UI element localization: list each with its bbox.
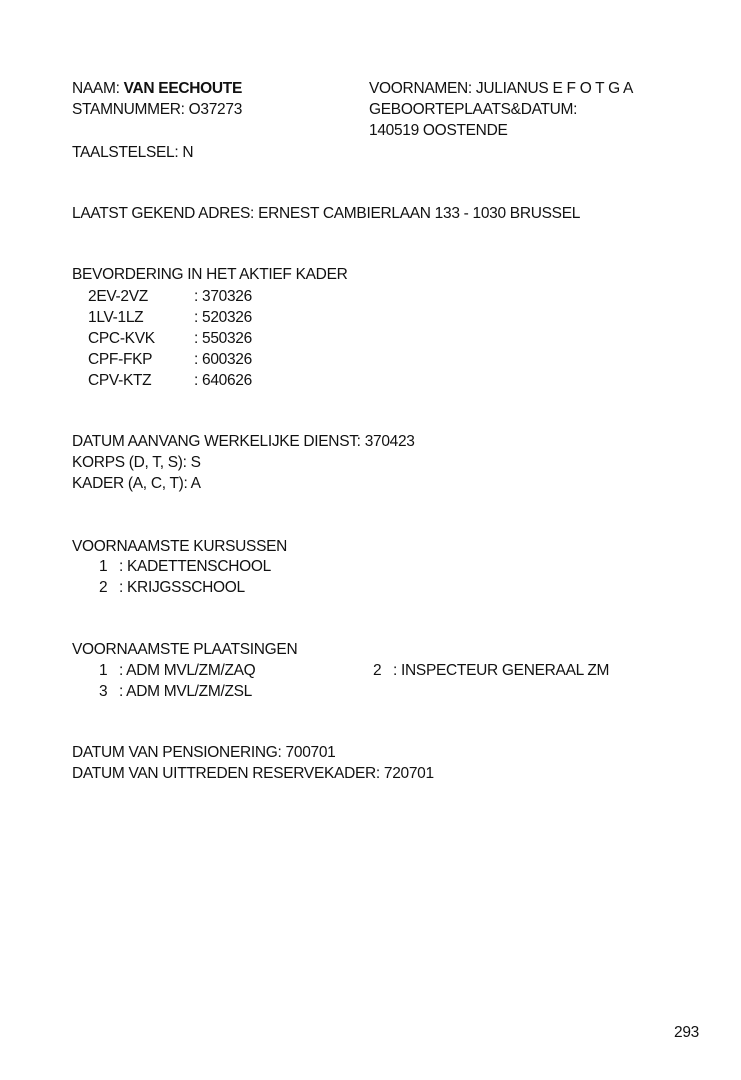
- rank-date: : 640626: [194, 372, 252, 389]
- kursus-text: : KRIJGSSCHOOL: [119, 579, 245, 596]
- datum-uittreden: DATUM VAN UITTREDEN RESERVEKADER: 720701: [72, 765, 434, 782]
- taalstelsel: TAALSTELSEL: N: [72, 144, 194, 161]
- naam-value: VAN EECHOUTE: [123, 80, 243, 97]
- bevordering-row: [88, 371, 252, 391]
- datum-aanvang: DATUM AANVANG WERKELIJKE DIENST: 370423: [72, 433, 415, 450]
- stamnummer: STAMNUMMER: O37273: [72, 101, 243, 118]
- rank-code: CPC-KVK: [88, 330, 155, 347]
- page-number: 293: [674, 1024, 699, 1041]
- kursus-text: : KADETTENSCHOOL: [119, 558, 271, 575]
- kursussen-title: VOORNAAMSTE KURSUSSEN: [72, 538, 288, 555]
- korps: KORPS (D, T, S): S: [72, 454, 201, 471]
- kursus-num: 2: [99, 579, 108, 596]
- plaatsing-item: [99, 661, 255, 681]
- bevordering-title: BEVORDERING IN HET AKTIEF KADER: [72, 266, 348, 283]
- rank-code: 2EV-2VZ: [88, 288, 148, 305]
- geboorte-label: GEBOORTEPLAATS&DATUM:: [369, 101, 578, 118]
- bevordering-row: [88, 329, 252, 349]
- rank-code: 1LV-1LZ: [88, 309, 144, 326]
- kursus-item: [99, 557, 271, 577]
- plaatsing-item: [373, 661, 609, 681]
- bevordering-row: [88, 308, 252, 328]
- rank-date: : 550326: [194, 330, 252, 347]
- plaatsing-text: : ADM MVL/ZM/ZSL: [119, 683, 252, 700]
- rank-date: : 520326: [194, 309, 252, 326]
- geboorte-value: 140519 OOSTENDE: [369, 122, 508, 139]
- datum-pensionering: DATUM VAN PENSIONERING: 700701: [72, 744, 336, 761]
- kursus-num: 1: [99, 558, 108, 575]
- plaatsing-text: : INSPECTEUR GENERAAL ZM: [393, 662, 610, 679]
- voornamen: VOORNAMEN: JULIANUS E F O T G A: [369, 80, 634, 97]
- naam-line: [72, 79, 242, 99]
- rank-code: CPV-KTZ: [88, 372, 152, 389]
- rank-date: : 600326: [194, 351, 252, 368]
- plaatsing-num: 1: [99, 662, 108, 679]
- laatst-gekend-adres: LAATST GEKEND ADRES: ERNEST CAMBIERLAAN 133 - 1030 BRUSSEL: [72, 205, 581, 222]
- plaatsing-item: [99, 682, 252, 702]
- plaatsing-num: 2: [373, 662, 382, 679]
- plaatsing-text: : ADM MVL/ZM/ZAQ: [119, 662, 256, 679]
- plaatsingen-title: VOORNAAMSTE PLAATSINGEN: [72, 641, 298, 658]
- naam-label: NAAM:: [72, 80, 120, 97]
- bevordering-row: [88, 350, 252, 370]
- kursus-item: [99, 578, 245, 598]
- rank-date: : 370326: [194, 288, 252, 305]
- bevordering-row: [88, 287, 252, 307]
- rank-code: CPF-FKP: [88, 351, 153, 368]
- plaatsing-num: 3: [99, 683, 108, 700]
- kader: KADER (A, C, T): A: [72, 475, 201, 492]
